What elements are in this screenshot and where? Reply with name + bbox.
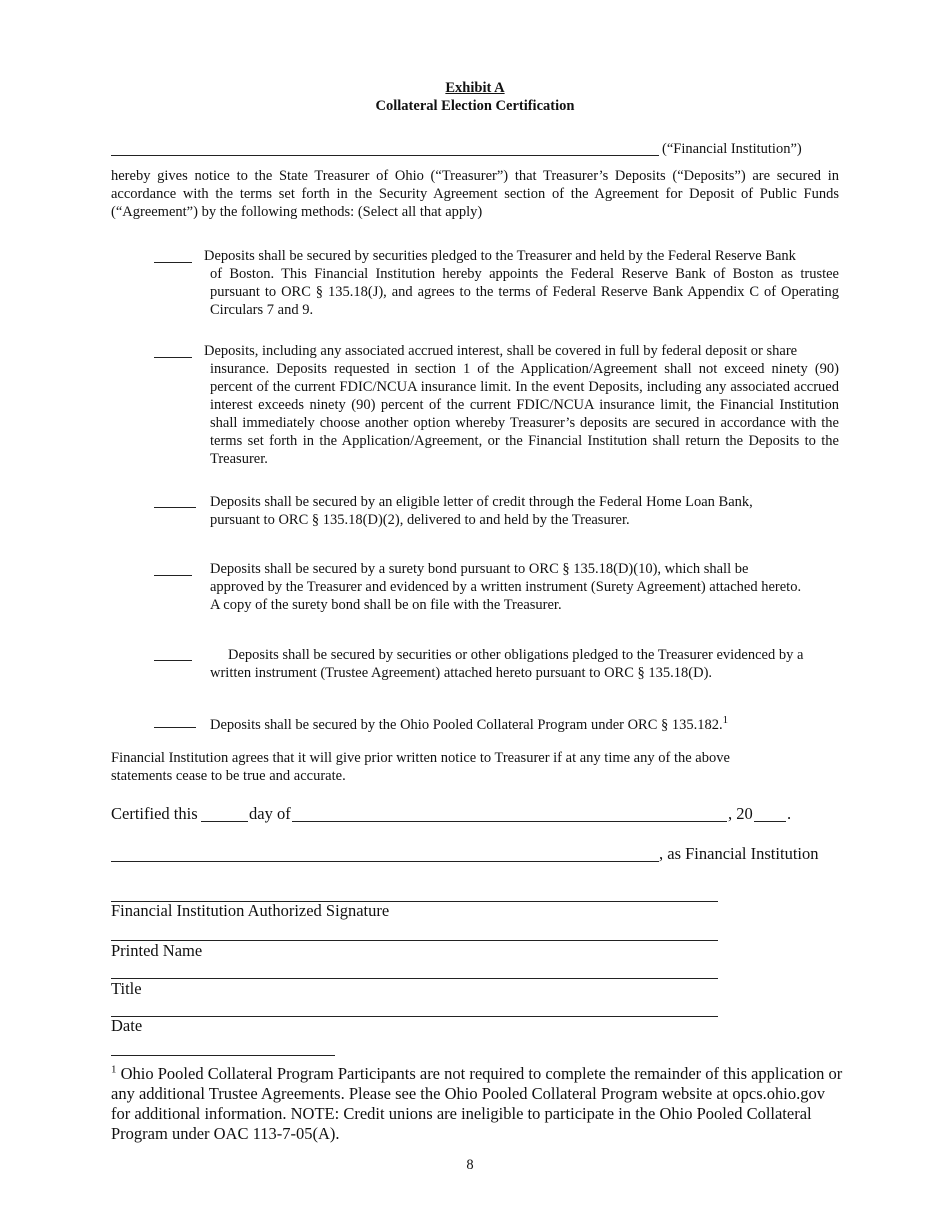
option-5-text: [210, 646, 860, 682]
date-label: Date: [111, 1016, 143, 1035]
option-4-first-line: Deposits shall be secured by a surety bond pursuant to ORC § 135.18(D)(10), which shall be: [210, 561, 749, 577]
option-1-text: [204, 247, 839, 319]
option-3-text: [210, 493, 810, 529]
date-field[interactable]: [111, 1016, 718, 1017]
financial-institution-name-field[interactable]: [111, 155, 659, 156]
printed-name-label: Printed Name: [111, 941, 203, 960]
title-field[interactable]: [111, 978, 718, 979]
option-2-rest: insurance. Deposits requested in section 1 of the Application/Agreement shall not exceed ninety (90) percent of the current FDIC/NCUA insurance limit. In the event Deposits, including any associated accrued interest exceeds ninety (90) percent of the current FDIC/NCUA insurance limit, the Financial Institution shall immediately choose another option whereby Treasurer’s deposits are secured in accordance with the terms set forth in the Application/Agreement, or the Financial Institution shall return the Deposits to the Treasurer.: [210, 361, 839, 467]
option-1-checkbox-blank[interactable]: [154, 262, 192, 263]
option-5-first-line: Deposits shall be secured by securities or other obligations pledged to the Treasurer evidenced by a: [228, 647, 804, 663]
year-prefix-label: , 20: [728, 804, 753, 823]
option-4-rest: approved by the Treasurer and evidenced by a written instrument (Surety Agreement) attached hereto. A copy of the surety bond shall be on file with the Treasurer.: [210, 579, 802, 613]
option-1-rest: of Boston. This Financial Institution hereby appoints the Federal Reserve Bank of Boston as trustee pursuant to ORC § 135.18(J), and agrees to the terms of Federal Reserve Bank Appendix C of Operating Circulars 7 and 9.: [210, 266, 839, 318]
document-title: Collateral Election Certification: [375, 98, 575, 114]
option-1-first-line: Deposits shall be secured by securities pledged to the Treasurer and held by the Federal Reserve Bank: [204, 248, 796, 264]
footnote-mark: 1: [111, 1063, 117, 1076]
option-2-text: [204, 342, 839, 468]
year-suffix-label: .: [787, 804, 792, 823]
option-6-footnote-mark: 1: [722, 714, 729, 727]
title-label: Title: [111, 979, 142, 998]
option-2-first-line: Deposits, including any associated accrued interest, shall be covered in full by federal deposit or share: [204, 343, 798, 359]
agreement-paragraph: Financial Institution agrees that it will give prior written notice to Treasurer if at any time any of the above statements cease to be true and accurate.: [111, 750, 730, 784]
option-6-checkbox-blank[interactable]: [154, 727, 196, 728]
certified-year-field[interactable]: [754, 821, 786, 822]
certified-day-field[interactable]: [201, 821, 248, 822]
option-3-first-line: Deposits shall be secured by an eligible letter of credit through the Federal Home Loan Bank,: [210, 494, 753, 510]
notice-paragraph: hereby gives notice to the State Treasurer of Ohio (“Treasurer”) that Treasurer’s Deposits (“Deposits”) are secured in accordance with the terms set forth in the Security Agreement section of the Agreement for Deposit of Public Funds (“Agreement”) by the following methods: (Select all that apply): [111, 168, 839, 220]
option-4-text: [210, 560, 810, 614]
option-5-rest: written instrument (Trustee Agreement) attached hereto pursuant to ORC § 135.18(D).: [210, 665, 713, 681]
option-2-checkbox-blank[interactable]: [154, 357, 192, 358]
option-5-checkbox-blank[interactable]: [154, 660, 192, 661]
option-4-checkbox-blank[interactable]: [154, 575, 192, 576]
option-6-text: [210, 716, 810, 734]
option-3-checkbox-blank[interactable]: [154, 507, 196, 508]
option-6-first-line: Deposits shall be secured by the Ohio Pooled Collateral Program under ORC § 135.182.: [210, 717, 723, 733]
as-financial-institution-label: , as Financial Institution: [659, 844, 819, 863]
footnote-text: Ohio Pooled Collateral Program Participants are not required to complete the remainder of this application or any additional Trustee Agreements. Please see the Ohio Pooled Collateral Program website at opcs.ohio.gov for additional information. NOTE: Credit unions are ineligible to participate in the Ohio Pooled Collateral Program under OAC 113-7-05(A).: [111, 1064, 843, 1143]
footnote: [111, 1064, 846, 1144]
certified-month-field[interactable]: [292, 821, 727, 822]
certified-this-label: Certified this: [111, 804, 198, 823]
page-number: 8: [466, 1157, 474, 1173]
exhibit-heading: Exhibit A: [445, 80, 505, 96]
financial-institution-signatory-field[interactable]: [111, 861, 659, 862]
printed-name-field[interactable]: [111, 940, 718, 941]
authorized-signature-label: Financial Institution Authorized Signature: [111, 901, 390, 920]
day-of-label: day of: [249, 804, 291, 823]
option-3-rest: pursuant to ORC § 135.18(D)(2), delivered to and held by the Treasurer.: [210, 512, 630, 528]
financial-institution-label: (“Financial Institution”): [662, 141, 802, 157]
footnote-separator: [111, 1055, 335, 1056]
